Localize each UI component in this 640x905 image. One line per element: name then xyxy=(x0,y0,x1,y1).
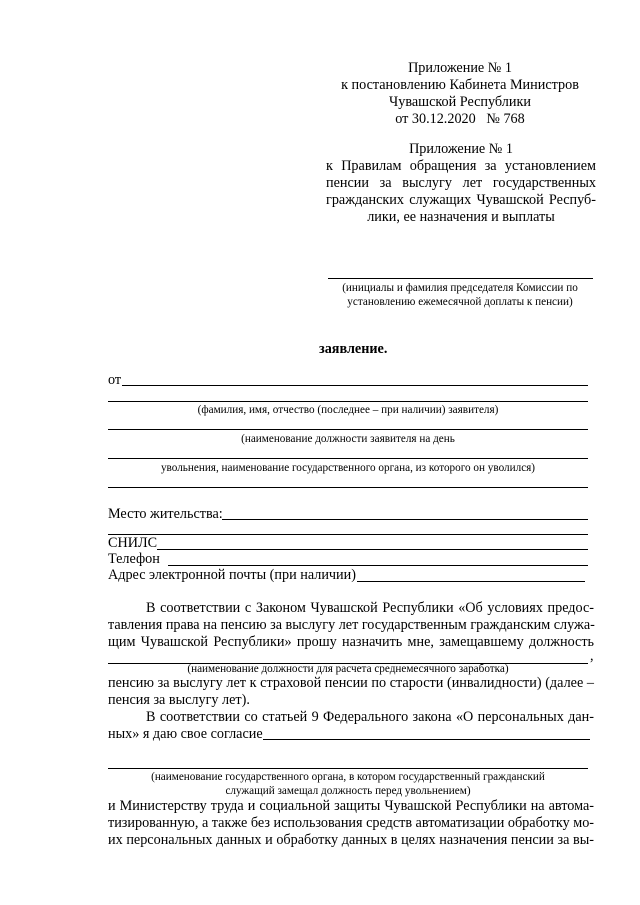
paragraph-line: В соответствии со статьей 9 Федерального закона «О персональных дан- xyxy=(146,709,594,725)
appendix-number: Приложение № 1 xyxy=(408,60,512,76)
rules-appendix-text xyxy=(326,158,596,226)
rules-line: гражданских служащих Чувашской Респуб- xyxy=(326,192,596,208)
paragraph-processing xyxy=(108,798,594,849)
paragraph-line: и Министерству труда и социальной защиты Чувашской Республики на автома- xyxy=(108,798,594,814)
paragraph-line: их персональных данных и обработку данных в целях назначения пенсии за вы- xyxy=(108,832,594,848)
rules-appendix-number: Приложение № 1 xyxy=(409,141,513,157)
paragraph-line: В соответствии с Законом Чувашской Республики «Об условиях предос- xyxy=(146,600,594,616)
rules-line: пенсии за выслугу лет государственных xyxy=(326,175,596,191)
residence-field[interactable] xyxy=(222,519,588,520)
email-label: Адрес электронной почты (при наличии) xyxy=(108,567,356,583)
consent-organ-caption xyxy=(108,770,588,798)
paragraph-line: пенсию за выслугу лет к страховой пенсии по старости (инвалидности) (далее – xyxy=(108,675,594,691)
republic-name: Чувашской Республики xyxy=(389,94,531,110)
applicant-organ-field-2[interactable] xyxy=(108,487,588,488)
email-field[interactable] xyxy=(357,581,585,582)
appendix-header xyxy=(330,60,590,128)
comma: , xyxy=(590,648,594,664)
snils-field[interactable] xyxy=(157,549,588,550)
paragraph-consent xyxy=(108,709,594,743)
addressee-caption-line: (инициалы и фамилия председателя Комиссии по xyxy=(342,282,578,294)
paragraph-line: тавления права на пенсию за выслугу лет государственным гражданским служа- xyxy=(108,617,595,633)
applicant-name-field-2[interactable] xyxy=(108,401,588,402)
applicant-position-caption: (наименование должности заявителя на день xyxy=(241,433,455,445)
applicant-organ-field[interactable] xyxy=(108,458,588,459)
applicant-name-caption: (фамилия, имя, отчество (последнее – при наличии) заявителя) xyxy=(197,404,499,416)
resolution-date: от 30.12.2020 № 768 xyxy=(395,111,525,127)
applicant-position-field[interactable] xyxy=(108,429,588,430)
resolution-reference: к постановлению Кабинета Министров xyxy=(341,77,579,93)
paragraph-law-request xyxy=(108,600,594,651)
caption-line: служащий замещал должность перед увольнением) xyxy=(225,785,471,797)
addressee-caption xyxy=(325,281,595,309)
applicant-dismissal-caption: увольнения, наименование государственного органа, из которого он уволился) xyxy=(160,462,536,474)
paragraph-line: пенсия за выслугу лет). xyxy=(108,692,250,708)
rules-line: лики, ее назначения и выплаты xyxy=(367,209,555,225)
document-title: заявление. xyxy=(319,341,388,357)
phone-field[interactable] xyxy=(168,565,588,566)
residence-label: Место жительства: xyxy=(108,506,223,522)
salary-position-caption: (наименование должности для расчета среднемесячного заработка) xyxy=(187,663,509,675)
paragraph-line: ных» я даю свое согласие xyxy=(108,726,263,742)
consent-organ-field-2[interactable] xyxy=(108,768,588,769)
caption-line: (наименование государственного органа, в котором государственный гражданский xyxy=(151,771,545,783)
rules-line: к Правилам обращения за установлением xyxy=(326,158,596,174)
addressee-line[interactable] xyxy=(328,278,593,279)
applicant-name-field[interactable] xyxy=(122,385,588,386)
paragraph-line: щим Чувашской Республики» прошу назначить мне, замещавшему должность xyxy=(108,634,594,650)
phone-label: Телефон xyxy=(108,551,160,567)
paragraph-pension xyxy=(108,675,594,709)
consent-organ-field[interactable] xyxy=(263,739,590,740)
snils-label: СНИЛС xyxy=(108,535,158,551)
paragraph-line: тизированную, а также без использования средств автоматизации обработку мо- xyxy=(108,815,595,831)
from-label: от xyxy=(108,372,122,388)
addressee-caption-line: установлению ежемесячной доплаты к пенсии) xyxy=(347,296,573,308)
residence-field-2[interactable] xyxy=(108,534,588,535)
